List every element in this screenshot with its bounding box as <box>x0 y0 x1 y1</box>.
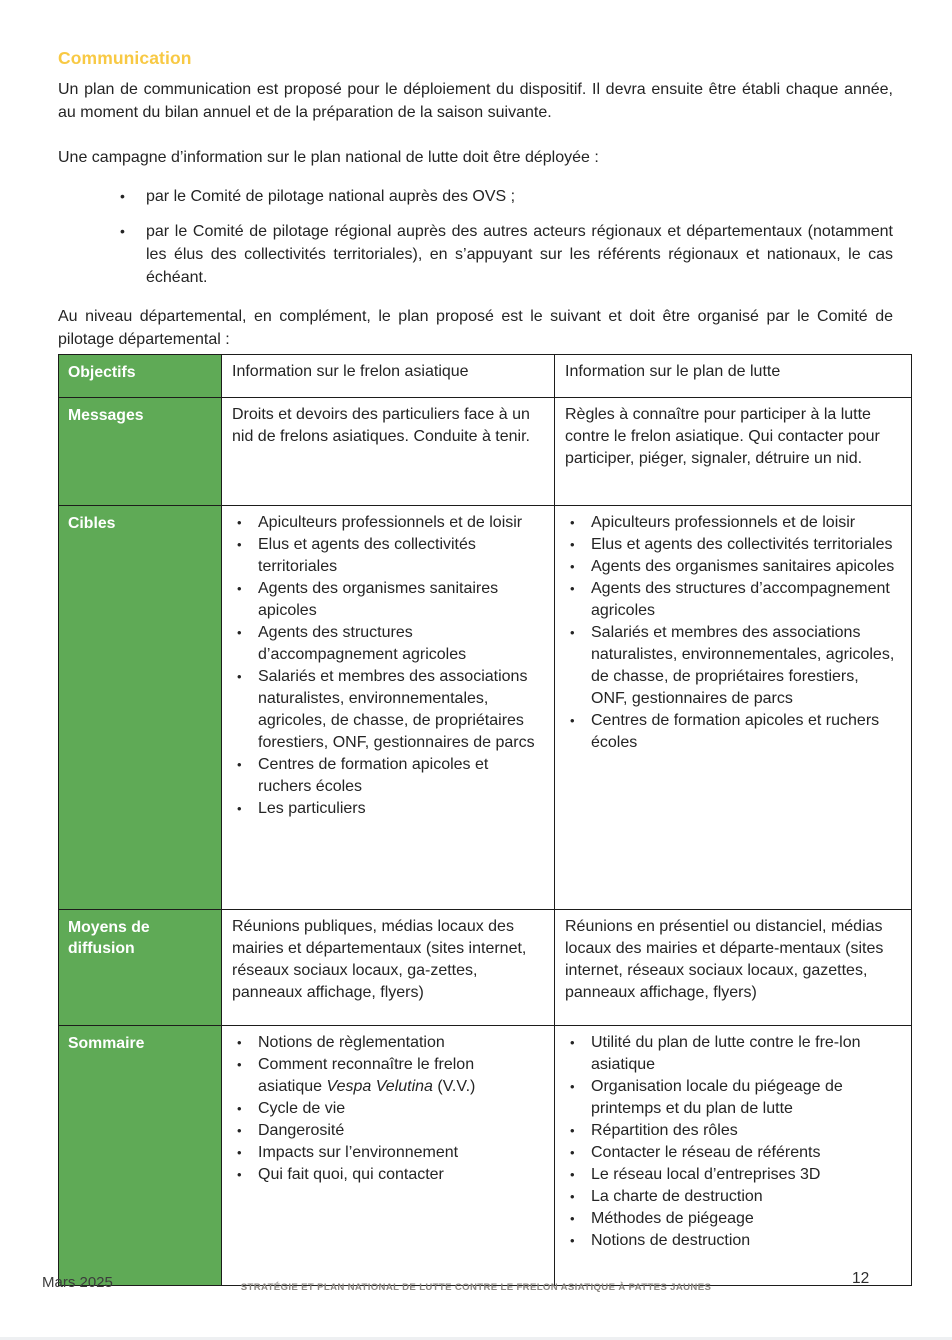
bullet-text: par le Comité de pilotage national auprès des OVS ; <box>146 188 516 205</box>
list-item <box>58 220 893 289</box>
bullet-text: Apiculteurs professionnels et de loisir <box>591 514 856 531</box>
list-item <box>565 1120 897 1142</box>
cell-paragraph: Information sur le frelon asiatique <box>232 363 469 380</box>
bullet-text: Dangerosité <box>258 1122 345 1139</box>
bullet-text: Salariés et membres des associations naturalistes, environnementales, agricoles, de chasse, de propriétaires forestiers, ONF, gestionnaires de parcs <box>258 668 535 751</box>
bullet-marker: • <box>237 515 242 530</box>
list-item <box>565 710 897 754</box>
table-row <box>59 398 912 506</box>
bullet-marker: • <box>570 1211 575 1226</box>
bullet-text: Les particuliers <box>258 800 366 817</box>
list-item <box>565 1164 897 1186</box>
bullet-text: Cycle de vie <box>258 1100 346 1117</box>
bullet-text: Centres de formation apicoles et ruchers écoles <box>258 756 489 795</box>
list-item <box>232 754 540 798</box>
bullet-text: Salariés et membres des associations naturalistes, environnementales, agricoles, de chasse, de propriétaires forestiers, ONF, gestionnaires de parcs <box>591 624 895 707</box>
bullet-text: Agents des structures d’accompagnement agricoles <box>258 624 467 663</box>
bullet-text: Notions de destruction <box>591 1232 751 1249</box>
bullet-marker: • <box>570 1035 575 1050</box>
list-item <box>232 798 540 820</box>
table-row <box>59 506 912 910</box>
bullet-marker: • <box>237 625 242 640</box>
bullet-marker: • <box>237 581 242 596</box>
list-item <box>232 622 540 666</box>
bullet-text: Agents des organismes sanitaires apicoles <box>258 580 499 619</box>
list-item <box>232 534 540 578</box>
bullet-marker: • <box>570 713 575 728</box>
cell-bullet-list <box>565 1032 897 1252</box>
intro-paragraph-2: Une campagne d’information sur le plan national de lutte doit être déployée : <box>58 149 599 166</box>
bullet-text-part: Comment reconnaître le frelon asiatique <box>258 1056 475 1095</box>
table-row <box>59 1026 912 1286</box>
bullet-marker: • <box>237 1035 242 1050</box>
cell-paragraph: Règles à connaître pour participer à la lutte contre le frelon asiatique. Qui contacter pour participer, piéger, signaler, détruire un nid. <box>565 406 880 467</box>
bullet-text: Agents des organismes sanitaires apicoles <box>591 558 895 575</box>
bullet-text: Apiculteurs professionnels et de loisir <box>258 514 523 531</box>
table-cell <box>555 910 912 1026</box>
bullet-marker: • <box>570 1189 575 1204</box>
list-item <box>232 1098 540 1120</box>
list-item <box>58 185 893 208</box>
bullet-marker: • <box>237 1057 242 1072</box>
list-item <box>565 578 897 622</box>
list-item <box>565 1208 897 1230</box>
list-item <box>232 1164 540 1186</box>
bullet-text: Organisation locale du piégeage de printemps et du plan de lutte <box>591 1078 843 1117</box>
bullet-marker: • <box>237 801 242 816</box>
cell-bullet-list <box>232 1032 540 1186</box>
plan-table-body <box>59 355 912 1286</box>
cell-paragraph: Droits et devoirs des particuliers face à un nid de frelons asiatiques. Conduite à tenir. <box>232 406 530 445</box>
bullet-text: La charte de destruction <box>591 1188 763 1205</box>
footer-date: Mars 2025 <box>42 1274 113 1291</box>
page-number: 12 <box>852 1270 870 1287</box>
bullet-text: Contacter le réseau de référents <box>591 1144 821 1161</box>
bullet-marker: • <box>570 581 575 596</box>
list-item <box>232 1142 540 1164</box>
bullet-text: Notions de règlementation <box>258 1034 445 1051</box>
bullet-marker: • <box>570 1145 575 1160</box>
row-label: Cibles <box>59 506 222 910</box>
bullet-text: Centres de formation apicoles et ruchers écoles <box>591 712 880 751</box>
cell-paragraph: Information sur le plan de lutte <box>565 363 781 380</box>
table-cell <box>222 506 555 910</box>
list-item <box>565 1076 897 1120</box>
bullet-marker: • <box>570 559 575 574</box>
bullet-marker: • <box>570 1167 575 1182</box>
bullet-marker: • <box>570 515 575 530</box>
bullet-text <box>258 1056 475 1095</box>
bullet-marker: • <box>570 1123 575 1138</box>
bullet-text: Méthodes de piégeage <box>591 1210 754 1227</box>
bullet-text: Elus et agents des collectivités territoriales <box>258 536 476 575</box>
communication-plan-table <box>58 354 912 1286</box>
cell-paragraph: Réunions publiques, médias locaux des mairies et départementaux (sites internet, réseaux sociaux locaux, ga-zettes, panneaux affichage, flyers) <box>232 918 527 1001</box>
bullet-marker: • <box>237 1123 242 1138</box>
bullet-text-part: (V.V.) <box>432 1078 476 1095</box>
bullet-text: Agents des structures d’accompagnement agricoles <box>591 580 890 619</box>
footer-document-title: STRATÉGIE ET PLAN NATIONAL DE LUTTE CONTRE LE FRELON ASIATIQUE À PATTES JAUNES <box>240 1282 712 1293</box>
list-item <box>565 534 897 556</box>
list-item <box>565 1230 897 1252</box>
list-item <box>565 1142 897 1164</box>
bullet-marker: • <box>570 1079 575 1094</box>
bullet-marker: • <box>570 1233 575 1248</box>
table-cell <box>222 398 555 506</box>
species-name-italic: Vespa Velutina <box>326 1078 433 1095</box>
bullet-text: Qui fait quoi, qui contacter <box>258 1166 444 1183</box>
list-item <box>565 622 897 710</box>
cell-bullet-list <box>565 512 897 754</box>
bullet-marker: • <box>237 1167 242 1182</box>
section-heading: Communication <box>58 48 192 68</box>
cell-bullet-list <box>232 512 540 820</box>
intro-paragraph-3: Au niveau départemental, en complément, le plan proposé est le suivant et doit être organisé par le Comité de pilotage départemental : <box>58 308 893 348</box>
row-label: Moyens de diffusion <box>59 910 222 1026</box>
bullet-marker: • <box>237 1101 242 1116</box>
list-item <box>232 666 540 754</box>
list-item <box>232 1120 540 1142</box>
table-cell <box>222 355 555 398</box>
bullet-text: Elus et agents des collectivités territoriales <box>591 536 893 553</box>
table-cell <box>555 506 912 910</box>
list-item <box>232 512 540 534</box>
list-item <box>232 1032 540 1054</box>
row-label: Objectifs <box>59 355 222 398</box>
table-cell <box>555 398 912 506</box>
table-row <box>59 355 912 398</box>
bullet-marker: • <box>237 1145 242 1160</box>
intro-bullet-list <box>58 185 893 289</box>
table-cell <box>555 1026 912 1286</box>
list-item <box>565 556 897 578</box>
intro-paragraph-1: Un plan de communication est proposé pour le déploiement du dispositif. Il devra ensuite être établi chaque année, au moment du bilan annuel et de la préparation de la saison suivante. <box>58 81 893 121</box>
table-cell <box>555 355 912 398</box>
document-page <box>58 48 893 1286</box>
bullet-text: Répartition des rôles <box>591 1122 738 1139</box>
bullet-text: Impacts sur l’environnement <box>258 1144 459 1161</box>
bullet-marker: • <box>237 669 242 684</box>
bullet-marker: • <box>570 625 575 640</box>
bullet-marker: • <box>120 188 125 204</box>
list-item <box>232 1054 540 1098</box>
bullet-text: Le réseau local d’entreprises 3D <box>591 1166 821 1183</box>
table-cell <box>222 1026 555 1286</box>
bullet-text: Utilité du plan de lutte contre le fre-lon asiatique <box>591 1034 861 1073</box>
bullet-marker: • <box>237 757 242 772</box>
bullet-text: par le Comité de pilotage régional auprès des autres acteurs régionaux et départementaux (notamment les élus des collectivités territoriales), en s’appuyant sur les référents régionaux et nationaux, le cas échéant. <box>146 223 893 286</box>
row-label: Sommaire <box>59 1026 222 1286</box>
bullet-marker: • <box>237 537 242 552</box>
table-row <box>59 910 912 1026</box>
cell-paragraph: Réunions en présentiel ou distanciel, médias locaux des mairies et départe-mentaux (sites internet, réseaux sociaux locaux, gazettes, panneaux affichage, flyers) <box>565 918 884 1001</box>
list-item <box>565 1032 897 1076</box>
table-cell <box>222 910 555 1026</box>
list-item <box>565 1186 897 1208</box>
list-item <box>565 512 897 534</box>
bullet-marker: • <box>570 537 575 552</box>
list-item <box>232 578 540 622</box>
row-label: Messages <box>59 398 222 506</box>
bullet-marker: • <box>120 223 125 239</box>
